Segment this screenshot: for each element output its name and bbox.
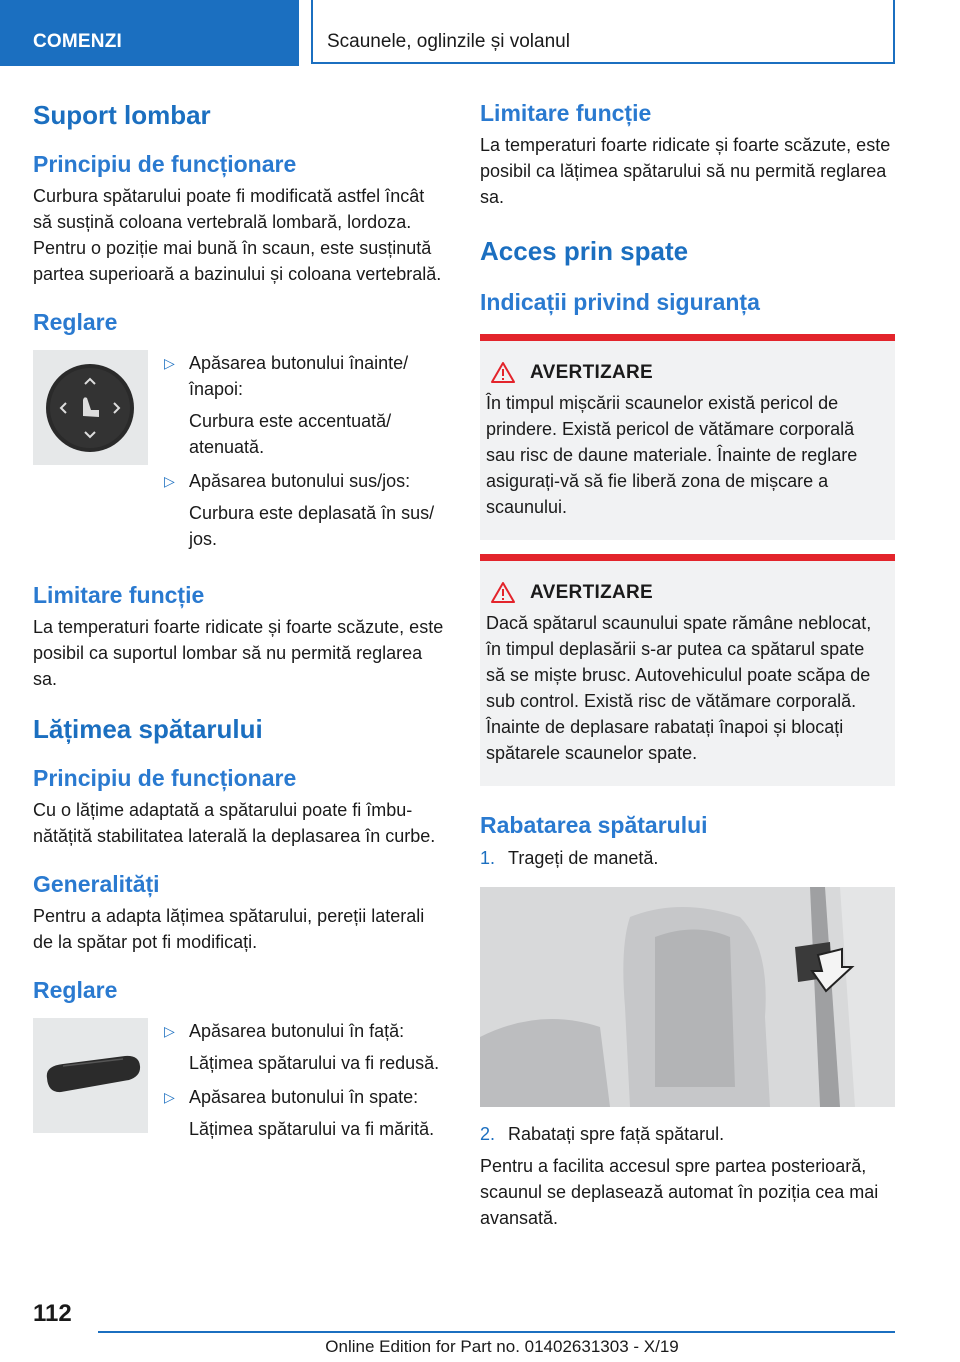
warning-text: În timpul mișcării scaunelor există pericol de prindere. Există pericol de vătămare corporală sau risc de daune materiale. Înainte de reglare asigurați-vă să fie liberă zona de mișcare a scaunului. [486,393,858,517]
chapter-title: Scaunele, oglinzile și volanul [311,0,895,64]
list-item-result: Lățimea spătarului va fi mărită. [189,1119,435,1139]
seat-lever-photo [480,887,895,1107]
list-item-label: Apăsarea butonului sus/jos: [189,471,411,491]
heading-safety: Indicații privind siguranța [480,289,760,315]
list-item-label: Apăsarea butonului în față: [189,1021,405,1041]
list-item-label: Apăsarea butonului în spate: [189,1087,419,1107]
warning-header [486,361,887,384]
list-item [164,350,448,460]
warning-box-1 [480,334,895,540]
adjust-width-block [33,1018,448,1142]
heading-limit-2: Limitare funcție [480,100,652,126]
heading-backrest-width: Lățimea spătarului [33,714,263,744]
section-tab: COMENZI [0,0,299,66]
paragraph-final: Pentru a facilita accesul spre partea posterioară, scaunul se deplasează automat în poziția cea mai avansată. [480,1156,879,1228]
paragraph-principle-2: Cu o lățime adaptată a spătarului poate fi îmbunătățită stabilitatea laterală la deplasarea în curbe. [33,800,436,846]
width-control-image [33,1018,148,1133]
step-2 [480,1121,895,1147]
warning-header [486,581,887,604]
warning-box-2 [480,554,895,786]
warning-triangle-icon [490,361,516,384]
triangle-bullet-icon: ▷ [164,473,175,489]
footer-edition [0,1337,960,1357]
step-number: 2. [480,1124,496,1144]
heading-general: Generalități [33,871,160,897]
heading-adjust-2: Reglare [33,977,118,1003]
heading-limit-1: Limitare funcție [33,582,205,608]
page-number: 112 [33,1300,72,1327]
list-item [164,1018,448,1076]
list-item-result: Lățimea spătarului va fi redusă. [189,1053,440,1073]
triangle-bullet-icon: ▷ [164,1023,175,1039]
adjust-lumbar-list [164,350,448,552]
right-column [480,100,895,1231]
list-item [164,1084,448,1142]
warning-triangle-icon [490,581,516,604]
step-number: 1. [480,848,496,868]
footer-divider [98,1331,895,1333]
warning-title: AVERTIZARE [530,361,653,383]
heading-principle-2: Principiu de funcționare [33,765,297,791]
page-header [0,0,960,66]
list-item-result: Curbura este deplasată în sus/ jos. [189,503,435,549]
warning-title: AVERTIZARE [530,581,653,603]
list-item-result: Curbura este accentuată/ atenuată. [189,411,392,457]
step-text: Trageți de manetă. [508,848,659,868]
paragraph-limit-1: La temperaturi foarte ridicate și foarte scăzute, este posibil ca suportul lombar să nu permită reglarea sa. [33,617,444,689]
step-1 [480,845,895,871]
step-text: Rabatați spre față spătarul. [508,1124,725,1144]
paragraph-principle-1: Curbura spătarului poate fi modificată astfel încât să susțină coloana vertebrală lombară, lordoza. Pentru o poziție mai bună în scaun, este susținută partea superioară a bazinului și coloana vertebrală. [33,186,442,284]
warning-text: Dacă spătarul scaunului spate rămâne neblocat, în timpul deplasării s-ar putea ca spătarul spate să se miște brusc. Autovehiculul poate scăpa de sub control. Există risc de vătămare corporală. Înainte de deplasare rabatați înapoi și blocați spătarele scaunelor spate. [486,613,872,763]
footer-edition-text: Online Edition for Part no. 01402631303 - X/19 [325,1337,679,1356]
list-item-label: Apăsarea butonului înainte/ înapoi: [189,353,409,399]
adjust-lumbar-block [33,350,448,552]
list-item [164,468,448,552]
triangle-bullet-icon: ▷ [164,1089,175,1105]
heading-adjust-1: Reglare [33,309,118,335]
paragraph-general: Pentru a adapta lățimea spătarului, pereții laterali de la spătar pot fi modificați. [33,906,425,952]
heading-principle-1: Principiu de funcționare [33,151,297,177]
paragraph-limit-2: La temperaturi foarte ridicate și foarte scăzute, este posibil ca lățimea spătarului să nu permită reglarea sa. [480,135,891,207]
heading-lumbar-support: Suport lombar [33,100,211,130]
adjust-width-list [164,1018,448,1142]
heading-rear-access: Acces prin spate [480,236,689,266]
heading-fold-backrest: Rabatarea spătarului [480,812,708,838]
triangle-bullet-icon: ▷ [164,355,175,371]
left-column [33,100,448,1142]
lumbar-control-image [33,350,148,465]
